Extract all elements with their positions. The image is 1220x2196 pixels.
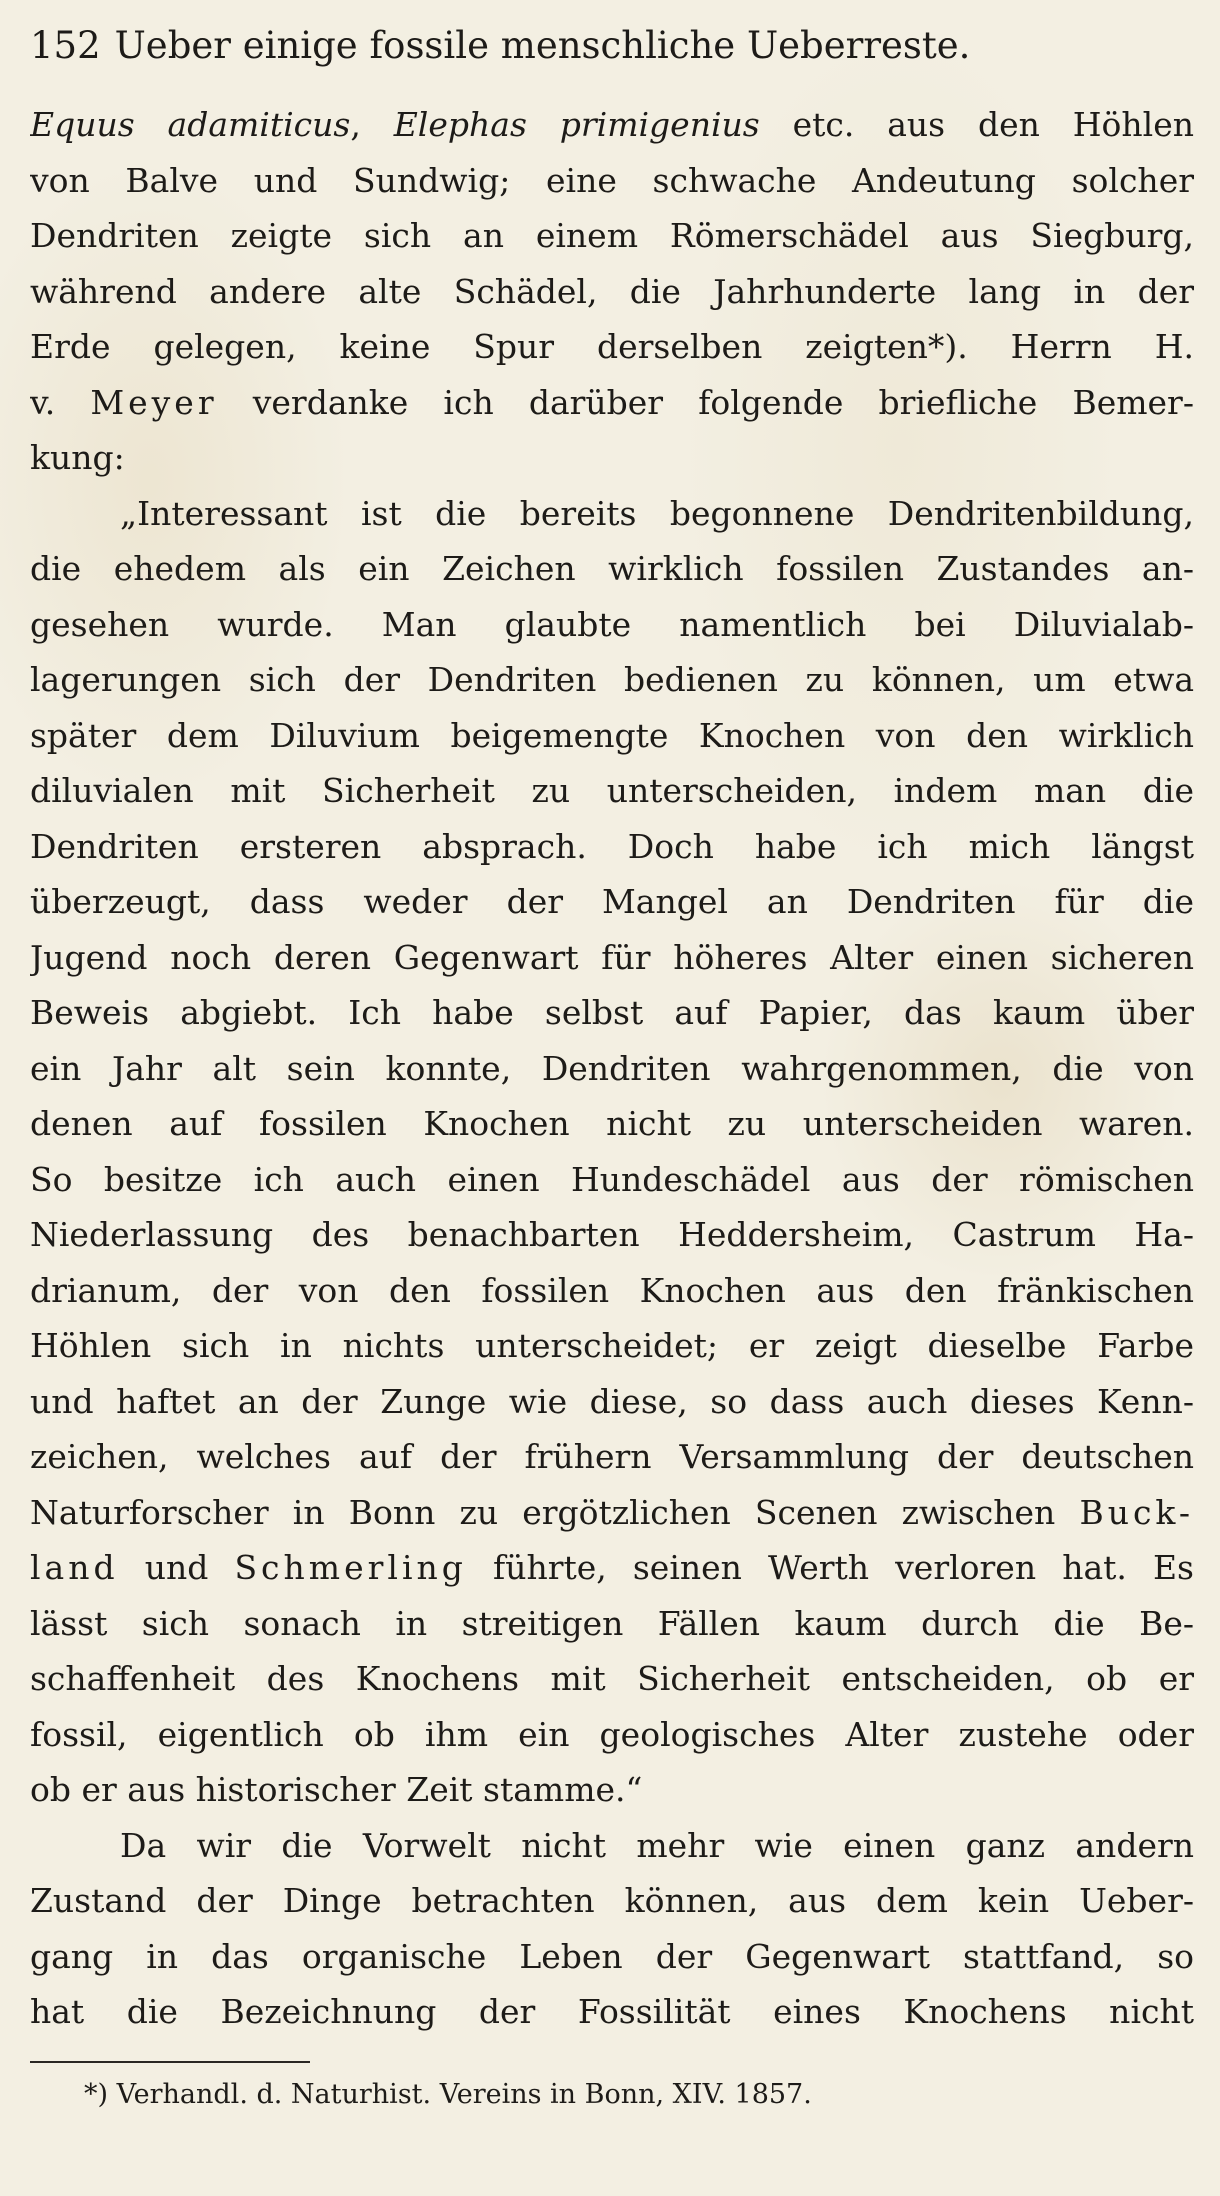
text-line: überzeugt, dass weder der Mangel an Dendriten für die	[30, 882, 1194, 921]
text-line: Dendriten ersteren absprach. Doch habe ich mich längst	[30, 826, 1194, 866]
text-line: später dem Diluvium beigemengte Knochen von den wirklich	[30, 715, 1194, 755]
text-fragment: Naturforscher in Bonn zu ergötzlichen Scenen zwischen	[30, 1492, 1080, 1532]
text-line: ob er aus historischer Zeit stamme.“	[30, 1770, 643, 1809]
text-fragment: etc. aus den Höhlen	[759, 105, 1194, 144]
text-line: diluvialen mit Sicherheit zu unterscheiden, indem man die	[30, 771, 1194, 810]
text-line: Da wir die Vorwelt nicht mehr wie einen ganz andern	[120, 1825, 1194, 1865]
text-line	[30, 97, 1194, 153]
running-header	[30, 18, 970, 74]
text-fragment: verdanke ich darüber folgende briefliche Bemer-	[217, 382, 1194, 422]
text-line: gesehen wurde. Man glaubte namentlich bei Diluvialab-	[30, 604, 1194, 644]
body-text	[30, 97, 1194, 2040]
text-line: zeichen, welches auf der frühern Versammlung der deutschen	[30, 1437, 1194, 1476]
person-name: land	[30, 1548, 119, 1587]
text-fragment: v.	[30, 382, 91, 422]
text-line: gang in das organische Leben der Gegenwart stattfand, so	[30, 1936, 1194, 1976]
text-line: Höhlen sich in nichts unterscheidet; er zeigt dieselbe Farbe	[30, 1326, 1194, 1365]
text-fragment: führte, seinen Werth verloren hat. Es	[466, 1548, 1194, 1587]
text-line: Dendriten zeigte sich an einem Römerschädel aus Siegburg,	[30, 216, 1194, 255]
text-line: fossil, eigentlich ob ihm ein geologisches Alter zustehe oder	[30, 1714, 1194, 1754]
person-name: Schmerling	[234, 1548, 467, 1587]
text-line: schaffenheit des Knochens mit Sicherheit entscheiden, ob er	[30, 1659, 1194, 1698]
text-line: „Interessant ist die bereits begonnene Dendritenbildung,	[120, 493, 1194, 533]
footnote: *) Verhandl. d. Naturhist. Vereins in Bonn, XIV. 1857.	[84, 2079, 812, 2110]
page-number: 152	[30, 24, 101, 67]
text-line	[30, 375, 1194, 431]
text-line: lagerungen sich der Dendriten bedienen zu können, um etwa	[30, 660, 1194, 699]
text-line: lässt sich sonach in streitigen Fällen kaum durch die Be-	[30, 1603, 1194, 1643]
text-line: Niederlassung des benachbarten Heddersheim, Castrum Ha-	[30, 1215, 1194, 1254]
species-name: Equus adamiticus	[30, 105, 351, 144]
text-line: während andere alte Schädel, die Jahrhunderte lang in der	[30, 271, 1194, 311]
text-line: kung:	[30, 438, 125, 477]
paragraph-continuation	[30, 97, 1194, 486]
text-line: denen auf fossilen Knochen nicht zu unterscheiden waren.	[30, 1104, 1194, 1143]
text-line: Jugend noch deren Gegenwart für höheres Alter einen sicheren	[30, 937, 1194, 977]
text-line: drianum, der von den fossilen Knochen aus den fränkischen	[30, 1270, 1194, 1310]
text-line: Beweis abgiebt. Ich habe selbst auf Papier, das kaum über	[30, 993, 1194, 1032]
text-line: So besitze ich auch einen Hundeschädel aus der römischen	[30, 1159, 1194, 1199]
text-line	[30, 1540, 1194, 1596]
text-line: ein Jahr alt sein konnte, Dendriten wahrgenommen, die von	[30, 1048, 1194, 1088]
footnote-rule	[30, 2061, 310, 2063]
text-line	[30, 1485, 1194, 1541]
text-line: die ehedem als ein Zeichen wirklich fossilen Zustandes an-	[30, 549, 1194, 588]
paragraph	[30, 1818, 1194, 2040]
quotation-paragraph	[30, 486, 1194, 1818]
text-line: und haftet an der Zunge wie diese, so dass auch dieses Kenn-	[30, 1381, 1194, 1421]
person-name: Buck-	[1079, 1492, 1194, 1532]
text-line: Zustand der Dinge betrachten können, aus dem kein Ueber-	[30, 1881, 1194, 1920]
text-line: Erde gelegen, keine Spur derselben zeigten*). Herrn H.	[30, 327, 1194, 366]
text-fragment: und	[118, 1548, 235, 1587]
separator: ,	[350, 105, 394, 144]
text-line: hat die Bezeichnung der Fossilität eines Knochens nicht	[30, 1992, 1194, 2031]
text-line: von Balve und Sundwig; eine schwache Andeutung solcher	[30, 160, 1194, 200]
person-name: Meyer	[90, 382, 218, 422]
species-name: Elephas primigenius	[393, 105, 760, 144]
running-title: Ueber einige fossile menschliche Ueberreste.	[114, 24, 971, 67]
